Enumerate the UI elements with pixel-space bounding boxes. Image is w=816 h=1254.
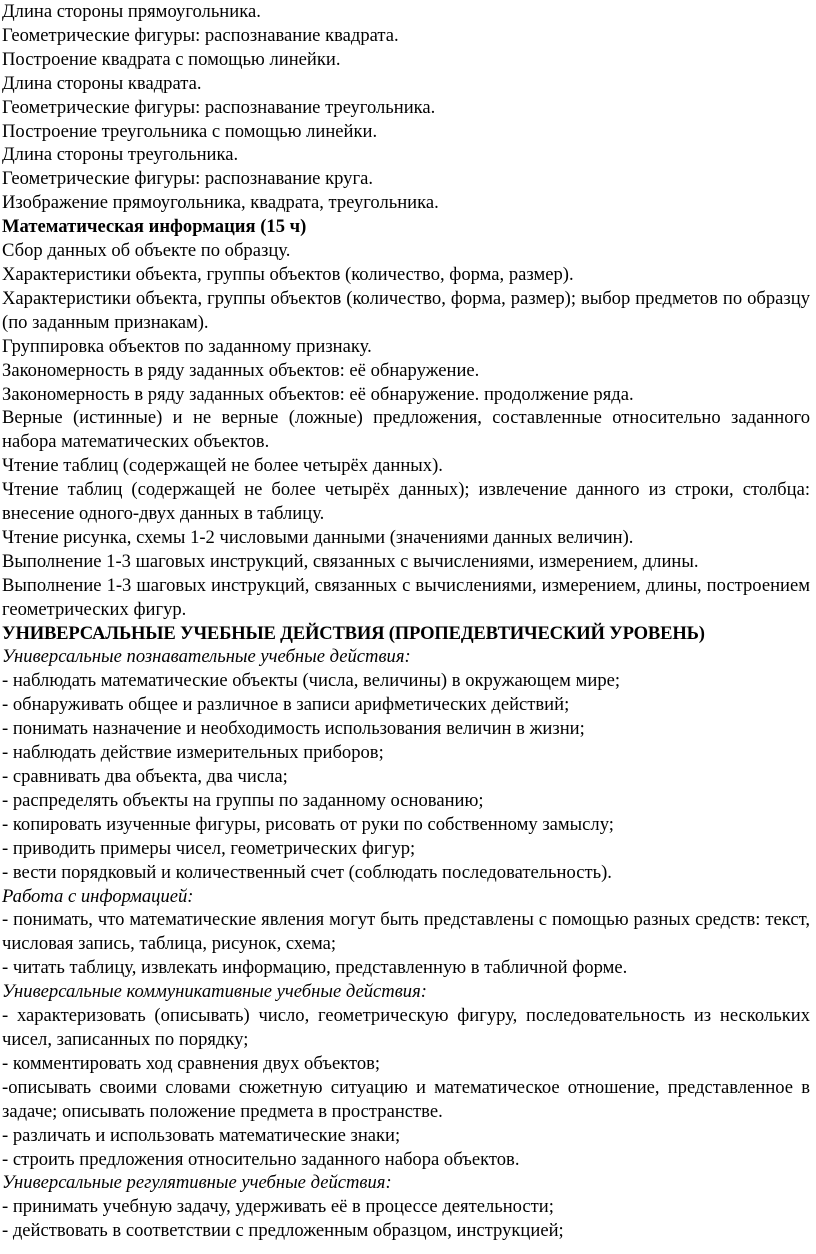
cognitive-item: - понимать назначение и необходимость использования величин в жизни; [2, 718, 585, 740]
math-info-item: Чтение таблиц (содержащей не более четырёх данных). [2, 455, 443, 477]
math-info-item: Закономерность в ряду заданных объектов: её обнаружение. продолжение ряда. [2, 383, 634, 405]
information-item: - читать таблицу, извлекать информацию, представленную в табличной форме. [2, 957, 628, 979]
regulatory-item: - действовать в соответствии с предложенным образцом, инструкцией; [2, 1220, 564, 1242]
cognitive-item: - копировать изученные фигуры, рисовать от руки по собственному замыслу; [2, 813, 614, 835]
text-line: Геометрические фигуры: распознавание круга. [2, 168, 373, 190]
regulatory-item: - принимать учебную задачу, удерживать её в процессе деятельности; [2, 1196, 554, 1218]
communicative-subheading: Универсальные коммуникативные учебные действия: [2, 981, 427, 1003]
text-line: Длина стороны треугольника. [2, 144, 239, 166]
text-line: Построение треугольника с помощью линейки. [2, 120, 378, 142]
math-info-item: Чтение рисунка, схемы 1-2 числовыми данными (значениями данных величин). [2, 526, 634, 548]
communicative-item: -описывать своими словами сюжетную ситуацию и математическое отношение, представленное в задаче; описывать положение предмета в пространстве. [2, 1076, 810, 1122]
uud-heading: УНИВЕРСАЛЬНЫЕ УЧЕБНЫЕ ДЕЙСТВИЯ (ПРОПЕДЕВТИЧЕСКИЙ УРОВЕНЬ) [2, 622, 705, 644]
cognitive-item: - приводить примеры чисел, геометрических фигур; [2, 837, 416, 859]
math-info-item: Верные (истинные) и не верные (ложные) предложения, составленные относительно заданного набора математических объектов. [2, 407, 810, 453]
text-line: Длина стороны прямоугольника. [2, 1, 261, 22]
math-info-heading: Математическая информация (15 ч) [2, 216, 307, 238]
math-info-item: Закономерность в ряду заданных объектов: её обнаружение. [2, 359, 480, 381]
math-info-item: Характеристики объекта, группы объектов (количество, форма, размер); выбор предметов по образцу (по заданным признакам). [2, 287, 810, 333]
text-line: Геометрические фигуры: распознавание квадрата. [2, 24, 399, 46]
math-info-item: Выполнение 1-3 шаговых инструкций, связанных с вычислениями, измерением, длины, построением геометрических фигур. [2, 574, 810, 620]
information-subheading: Работа с информацией: [2, 885, 194, 907]
cognitive-item: - распределять объекты на группы по заданному основанию; [2, 789, 484, 811]
cognitive-item: - вести порядковый и количественный счет (соблюдать последовательность). [2, 861, 612, 883]
communicative-item: - комментировать ход сравнения двух объектов; [2, 1052, 381, 1074]
information-item: - понимать, что математические явления могут быть представлены с помощью разных средств: текст, числовая запись, таблица, рисунок, схема; [2, 909, 810, 955]
math-info-item: Выполнение 1-3 шаговых инструкций, связанных с вычислениями, измерением, длины. [2, 550, 699, 572]
regulatory-subheading: Универсальные регулятивные учебные действия: [2, 1172, 392, 1194]
text-line: Длина стороны квадрата. [2, 72, 202, 94]
cognitive-item: - сравнивать два объекта, два числа; [2, 766, 288, 787]
math-info-item: Группировка объектов по заданному признаку. [2, 335, 372, 357]
communicative-item: - различать и использовать математические знаки; [2, 1124, 401, 1146]
text-line: Геометрические фигуры: распознавание треугольника. [2, 96, 436, 118]
math-info-item: Чтение таблиц (содержащей не более четырёх данных); извлечение данного из строки, столбца: внесение одного-двух данных в таблицу. [2, 479, 810, 525]
text-line: Изображение прямоугольника, квадрата, треугольника. [2, 192, 439, 214]
math-info-item: Характеристики объекта, группы объектов (количество, форма, размер). [2, 263, 574, 285]
cognitive-item: - наблюдать математические объекты (числа, величины) в окружающем мире; [2, 670, 621, 692]
math-info-item: Сбор данных об объекте по образцу. [2, 240, 291, 262]
cognitive-item: - наблюдать действие измерительных приборов; [2, 742, 384, 764]
communicative-item: - характеризовать (описывать) число, геометрическую фигуру, последовательность из нескольких чисел, записанных по порядку; [2, 1005, 810, 1050]
cognitive-item: - обнаруживать общее и различное в записи арифметических действий; [2, 694, 570, 716]
cognitive-subheading: Универсальные познавательные учебные действия: [2, 646, 411, 668]
communicative-item: - строить предложения относительно заданного набора объектов. [2, 1148, 520, 1170]
text-line: Построение квадрата с помощью линейки. [2, 48, 341, 70]
